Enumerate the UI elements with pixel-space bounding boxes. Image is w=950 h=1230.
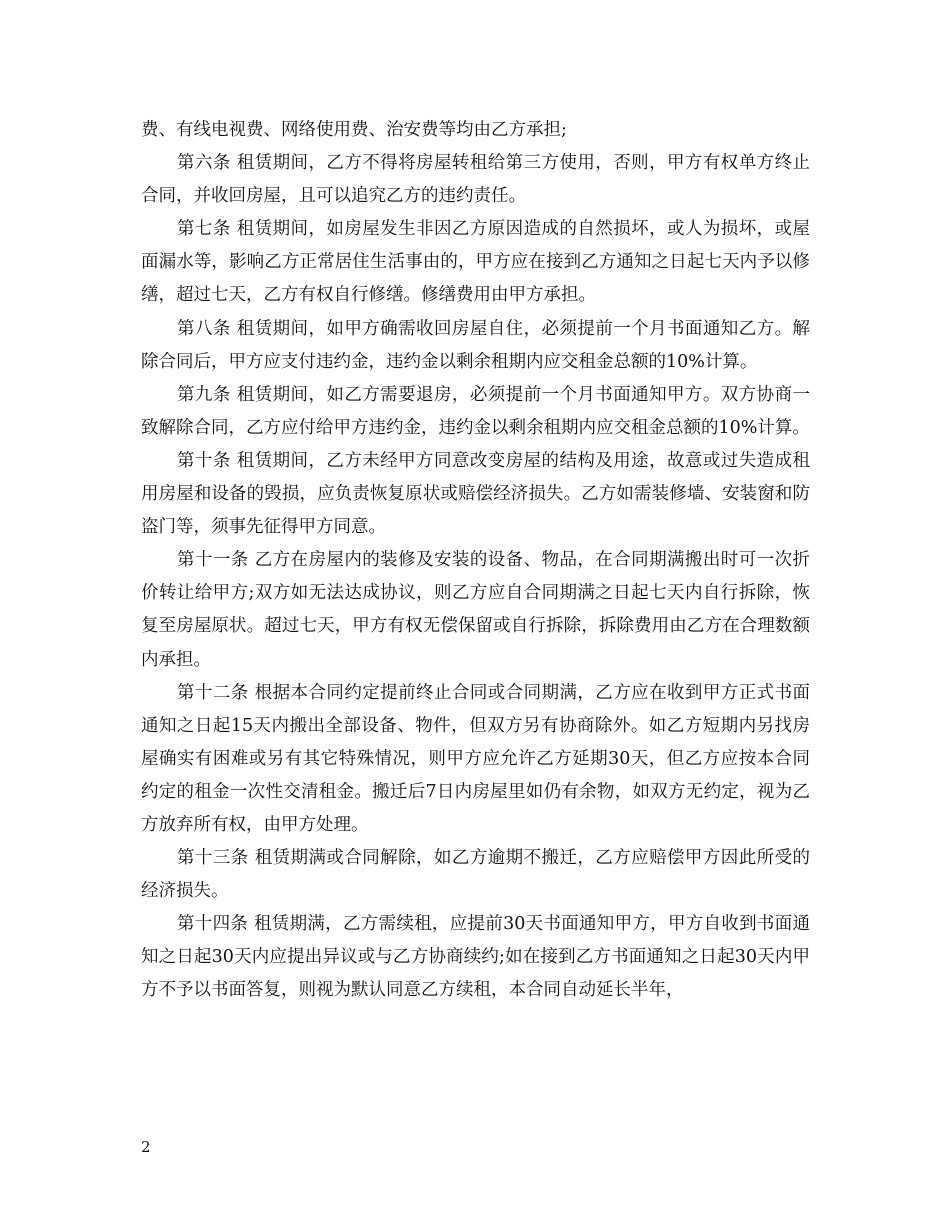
paragraph-article-14: 第十四条 租赁期满，乙方需续租，应提前30天书面通知甲方，甲方自收到书面通知之日起30天内应提出异议或与乙方协商续约;如在接到乙方书面通知之日起30天内甲方不予以书面答复，则视为默认同意乙方续租，本合同自动延长半年， bbox=[141, 914, 810, 1001]
paragraph-article-12: 第十二条 根据本合同约定提前终止合同或合同期满，乙方应在收到甲方正式书面通知之日起15天内搬出全部设备、物件，但双方另有协商除外。如乙方短期内另找房屋确实有困难或另有其它特殊情况，则甲方应允许乙方延期30天，但乙方应按本合同约定的租金一次性交清租金。搬迁后7日内房屋里如仍有余物，如双方无约定，视为乙方放弃所有权，由甲方处理。 bbox=[141, 682, 810, 835]
paragraph-article-8: 第八条 租赁期间，如甲方确需收回房屋自住，必须提前一个月书面通知乙方。解除合同后，甲方应支付违约金，违约金以剩余租期内应交租金总额的10%计算。 bbox=[141, 318, 810, 372]
paragraph-article-10: 第十条 租赁期间，乙方未经甲方同意改变房屋的结构及用途，故意或过失造成租用房屋和设备的毁损，应负责恢复原状或赔偿经济损失。乙方如需装修墙、安装窗和防盗门等，须事先征得甲方同意。 bbox=[141, 450, 810, 538]
paragraph-article-11: 第十一条 乙方在房屋内的装修及安装的设备、物品，在合同期满搬出时可一次折价转让给甲方;双方如无法达成协议，则乙方应自合同期满之日起七天内自行拆除，恢复至房屋原状。超过七天，甲方有权无偿保留或自行拆除，拆除费用由乙方在合理数额内承担。 bbox=[141, 550, 810, 670]
paragraph-article-9: 第九条 租赁期间，如乙方需要退房，必须提前一个月书面通知甲方。双方协商一致解除合同，乙方应付给甲方违约金，违约金以剩余租期内应交租金总额的10%计算。 bbox=[141, 384, 810, 438]
paragraph-article-6: 第六条 租赁期间，乙方不得将房屋转租给第三方使用，否则，甲方有权单方终止合同，并收回房屋，且可以追究乙方的违约责任。 bbox=[141, 153, 810, 207]
paragraph-article-7: 第七条 租赁期间，如房屋发生非因乙方原因造成的自然损坏，或人为损坏，或屋面漏水等，影响乙方正常居住生活事由的，甲方应在接到乙方通知之日起七天内予以修缮，超过七天，乙方有权自行修缮。修缮费用由甲方承担。 bbox=[141, 219, 810, 306]
document-body bbox=[141, 114, 810, 1008]
page-number: 2 bbox=[141, 1138, 151, 1156]
paragraph-continuation-fees: 费、有线电视费、网络使用费、治安费等均由乙方承担; bbox=[141, 120, 567, 140]
paragraph-article-13: 第十三条 租赁期满或合同解除，如乙方逾期不搬迁，乙方应赔偿甲方因此所受的经济损失。 bbox=[141, 848, 810, 902]
